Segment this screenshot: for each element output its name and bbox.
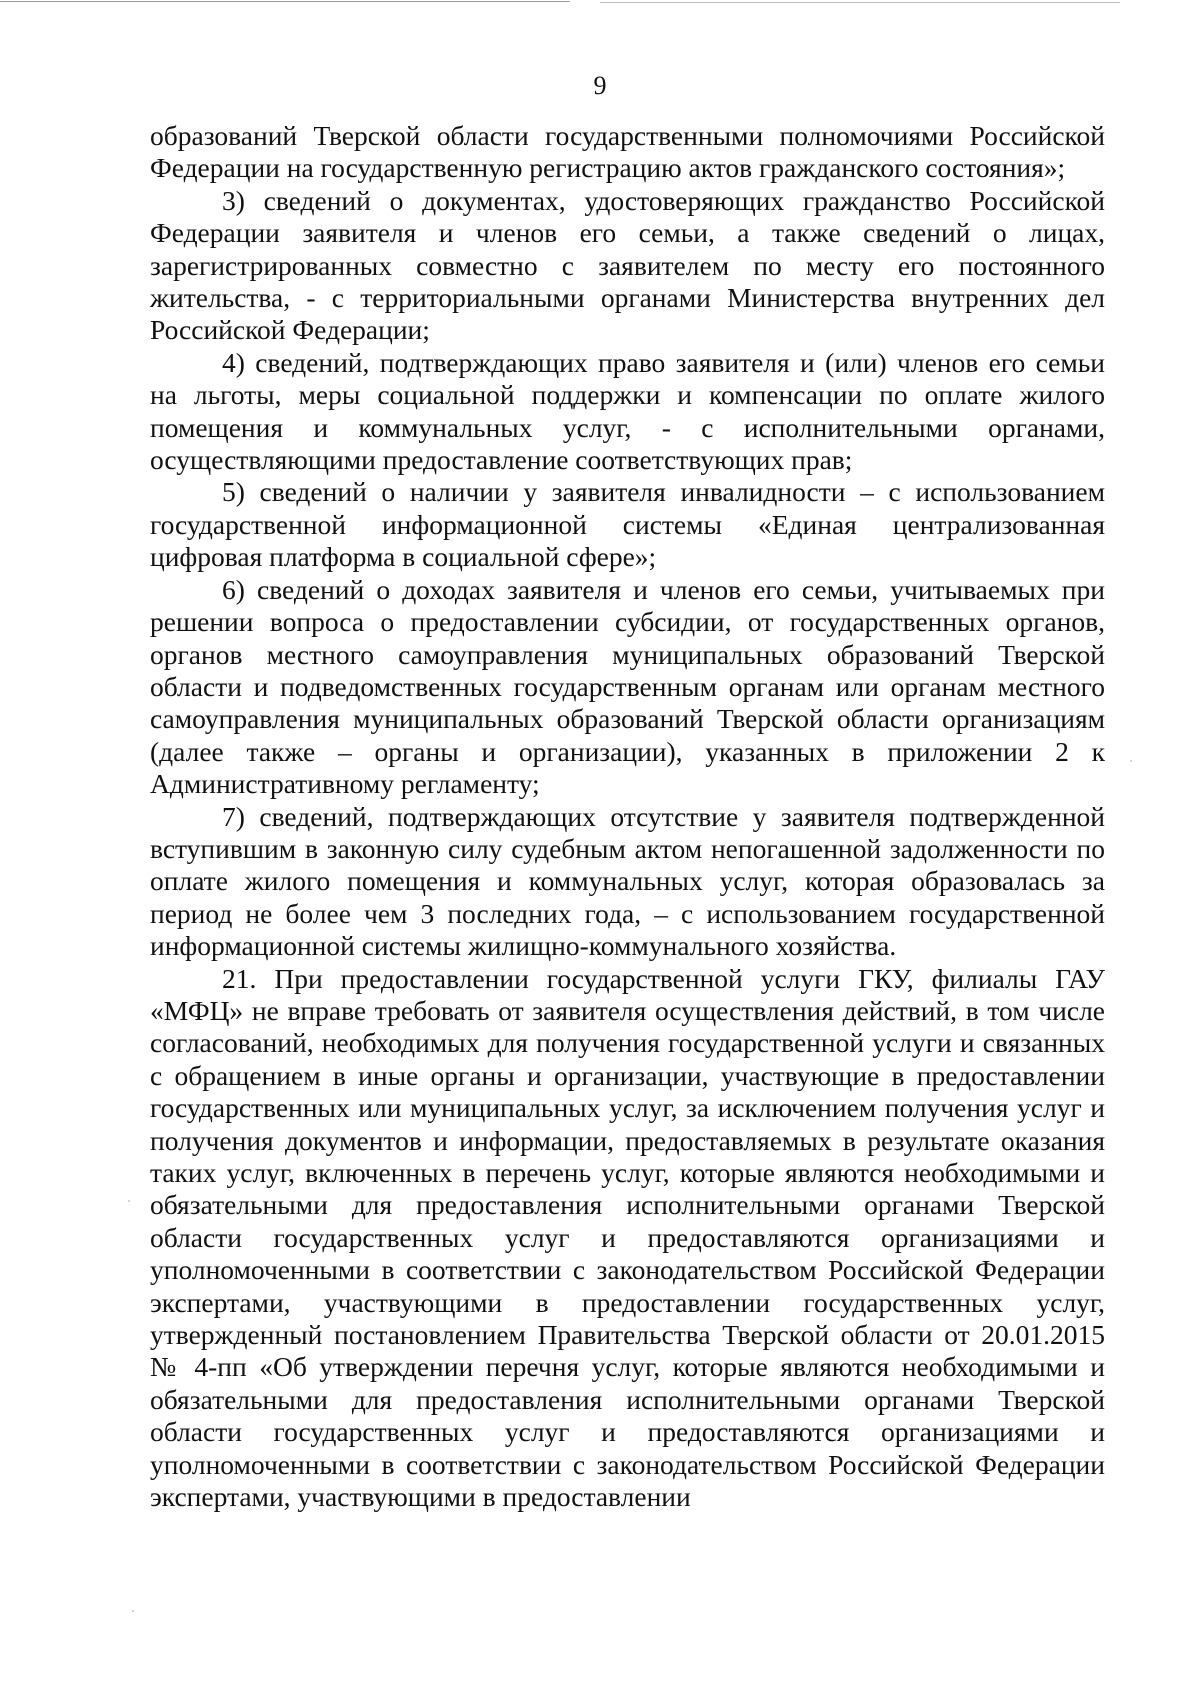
scan-speck xyxy=(1130,760,1132,762)
paragraph-item-6: 6) сведений о доходах заявителя и членов его семьи, учитываемых при решении вопроса о предоставлении субсидии, от государственных органов, органов местного самоуправления муниципальных образований Тверской области и подведомственных государственным органам или органам местного самоуправления муниципальных образований Тверской области организациям (далее также – органы и организации), указанных в приложении 2 к Административному регламенту; xyxy=(150,573,1105,800)
paragraph-item-5: 5) сведений о наличии у заявителя инвалидности – с использованием государственной информационной системы «Единая централизованная цифровая платформа в социальной сфере»; xyxy=(150,476,1105,573)
document-body xyxy=(150,120,1105,1513)
paragraph-clause-21: 21. При предоставлении государственной услуги ГКУ, филиалы ГАУ «МФЦ» не вправе требовать от заявителя осуществления действий, в том числе согласований, необходимых для получения государственной услуги и связанных с обращением в иные органы и организации, участвующие в предоставлении государственных или муниципальных услуг, за исключением получения услуг и получения документов и информации, предоставляемых в результате оказания таких услуг, включенных в перечень услуг, которые являются необходимыми и обязательными для предоставления исполнительными органами Тверской области государственных услуг и предоставляются организациями и уполномоченными в соответствии с законодательством Российской Федерации экспертами, участвующими в предоставлении государственных услуг, утвержденный постановлением Правительства Тверской области от 20.01.2015 № 4-пп «Об утверждении перечня услуг, которые являются необходимыми и обязательными для предоставления исполнительными органами Тверской области государственных услуг и предоставляются организациями и уполномоченными в соответствии с законодательством Российской Федерации экспертами, участвующими в предоставлении xyxy=(150,962,1105,1513)
scan-edge-line xyxy=(0,1,570,2)
paragraph-item-3: 3) сведений о документах, удостоверяющих гражданство Российской Федерации заявителя и членов его семьи, а также сведений о лицах, зарегистрированных совместно с заявителем по месту его постоянного жительства, - с территориальными органами Министерства внутренних дел Российской Федерации; xyxy=(150,184,1105,346)
scan-edge-line-right xyxy=(600,2,1120,3)
paragraph-item-7: 7) сведений, подтверждающих отсутствие у заявителя подтвержденной вступившим в законную силу судебным актом непогашенной задолженности по оплате жилого помещения и коммунальных услуг, которая образовалась за период не более чем 3 последних года, – с использованием государственной информационной системы жилищно-коммунального хозяйства. xyxy=(150,800,1105,962)
page-number: 9 xyxy=(593,71,607,100)
scan-speck xyxy=(128,1200,130,1202)
paragraph-continuation: образований Тверской области государственными полномочиями Российской Федерации на государственную регистрацию актов гражданского состояния»; xyxy=(150,120,1105,184)
paragraph-item-4: 4) сведений, подтверждающих право заявителя и (или) членов его семьи на льготы, меры социальной поддержки и компенсации по оплате жилого помещения и коммунальных услуг, - с исполнительными органами, осуществляющими предоставление соответствующих прав; xyxy=(150,346,1105,476)
scan-speck xyxy=(132,1610,134,1612)
